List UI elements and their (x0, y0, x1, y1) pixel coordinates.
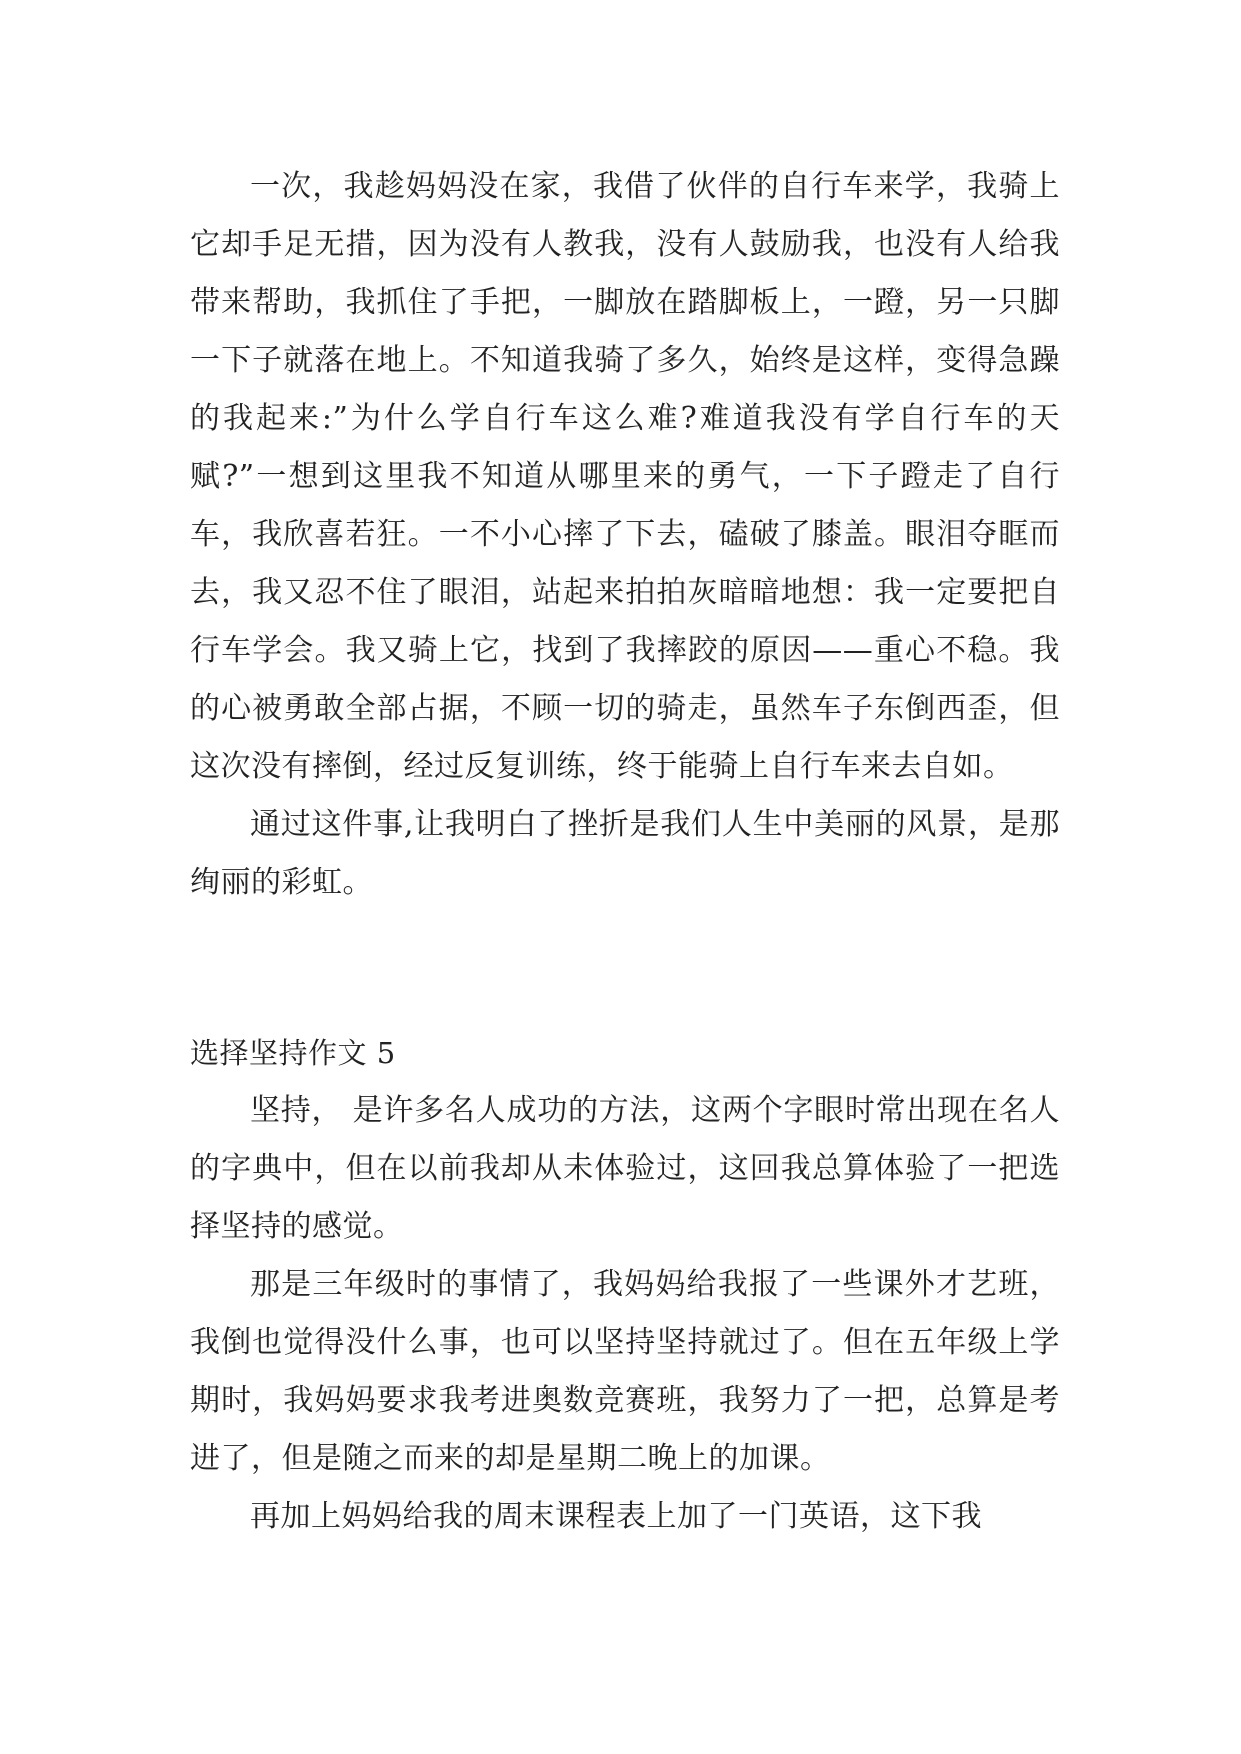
section-heading: 选择坚持作文 5 (190, 1036, 396, 1070)
paragraph: 再加上妈妈给我的周末课程表上加了一门英语，这下我 (250, 1499, 982, 1534)
paragraph: 通过这件事,让我明白了挫折是我们人生中美丽的风景，是那绚丽的彩虹。 (190, 807, 1060, 900)
paragraph: 那是三年级时的事情了，我妈妈给我报了一些课外才艺班，我倒也觉得没什么事，也可以坚持坚持就过了。但在五年级上学期时，我妈妈要求我考进奥数竞赛班，我努力了一把，总算是考进了，但是随之而来的却是星期二晚上的加课。 (190, 1267, 1060, 1476)
paragraph: 坚持， 是许多名人成功的方法，这两个字眼时常出现在名人的字典中，但在以前我却从未体验过，这回我总算体验了一把选择坚持的感觉。 (190, 1093, 1060, 1244)
section-one (190, 158, 1060, 912)
section-two (190, 1024, 1060, 1546)
paragraph: 一次，我趁妈妈没在家，我借了伙伴的自行车来学，我骑上它却手足无措，因为没有人教我，没有人鼓励我，也没有人给我带来帮助，我抓住了手把，一脚放在踏脚板上，一蹬，另一只脚一下子就落在地上。不知道我骑了多久，始终是这样，变得急躁的我起来:”为什么学自行车这么难?难道我没有学自行车的天赋?”一想到这里我不知道从哪里来的勇气，一下子蹬走了自行车，我欣喜若狂。一不小心摔了下去，磕破了膝盖。眼泪夺眶而去，我又忍不住了眼泪，站起来拍拍灰暗暗地想：我一定要把自行车学会。我又骑上它，找到了我摔跤的原因——重心不稳。我的心被勇敢全部占据，不顾一切的骑走，虽然车子东倒西歪，但这次没有摔倒，经过反复训练，终于能骑上自行车来去自如。 (190, 169, 1060, 784)
